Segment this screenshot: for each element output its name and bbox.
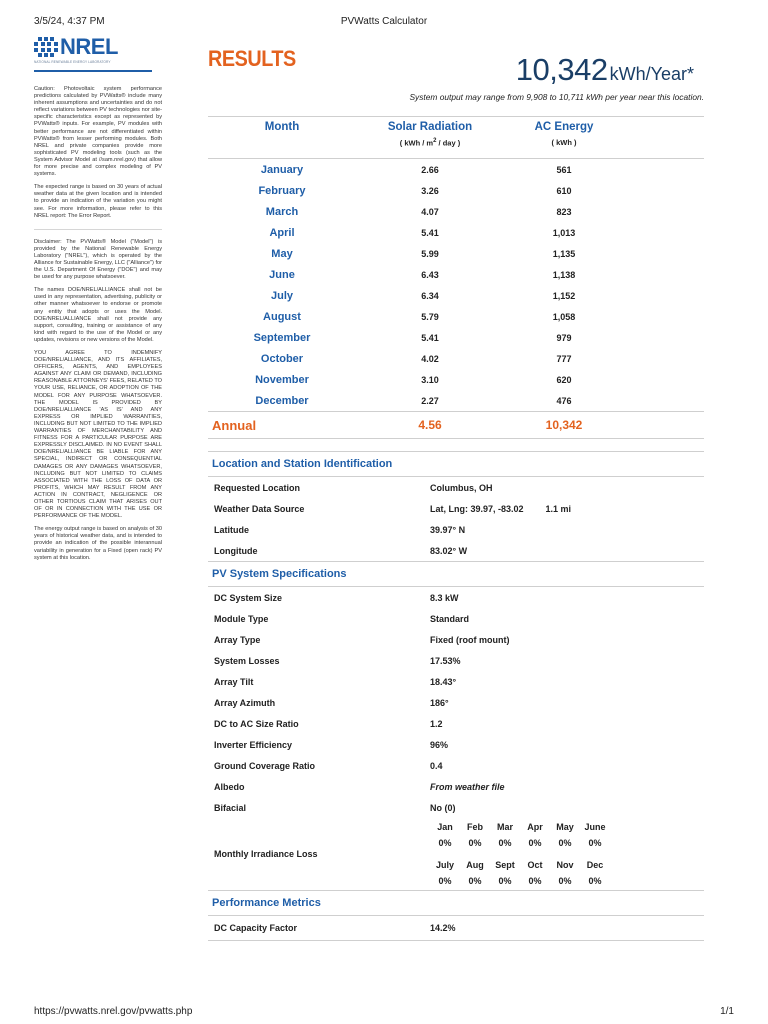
table-row: December 2.27 476 (255, 394, 572, 407)
table-row: November 3.10 620 (255, 373, 572, 386)
kv-row: Array Azimuth 186° (214, 697, 449, 708)
print-page-title: PVWatts Calculator (340, 16, 428, 27)
kv-row: Bifacial No (0) (214, 802, 456, 813)
col-month: Month (264, 121, 300, 133)
table-row: April 5.41 1,013 (269, 226, 576, 239)
table-row: March 4.07 823 (265, 205, 572, 218)
kv-row: DC System Size 8.3 kW (214, 592, 459, 603)
kv-row: Ground Coverage Ratio 0.4 (214, 760, 443, 771)
pv-system-section (208, 561, 704, 890)
col-solar-radiation: Solar Radiation (387, 121, 473, 133)
table-row: January 2.66 561 (260, 163, 572, 176)
table-row: February 3.26 610 (258, 184, 572, 197)
performance-section-title: Performance Metrics (208, 891, 704, 916)
annual-solar: 4.56 (418, 418, 442, 432)
energy-range-paragraph: The energy output range is based on analysis of 30 years of historical weather data, and is intended to provide an indication of the possible interannual variability in generation for a Fixed (open rack) PV system at this location. (34, 526, 162, 561)
kv-row: DC Capacity Factor 14.2% (208, 916, 704, 941)
results-title: RESULTS (208, 46, 296, 71)
col-solar-unit: ( kWh / $m^2$ / day ) (399, 138, 461, 148)
location-section-title: Location and Station Identification (208, 452, 704, 477)
table-row: August 5.79 1,058 (263, 310, 576, 323)
annual-output-value: 10,342 (515, 52, 608, 87)
irradiance-loss-grid: Jan Feb Mar Apr May June 0% 0% 0% 0% 0% 0% July Aug Sept Oct Nov Dec 0% 0% 0% 0% 0% 0% (435, 822, 606, 886)
table-row: June 6.43 1,138 (269, 268, 576, 281)
print-page-number: 1/1 (720, 1006, 734, 1017)
kv-row: Requested Location Columbus, OH (214, 482, 493, 493)
print-datetime: 3/5/24, 4:37 PM (34, 16, 105, 27)
logo-subtext: NATIONAL RENEWABLE ENERGY LABORATORY (34, 60, 111, 64)
sidebar (34, 36, 162, 568)
col-ac-unit: ( kWh ) (551, 138, 577, 147)
kv-row: Albedo From weather file (214, 781, 505, 792)
expected-range-paragraph: The expected range is based on 30 years of actual weather data at the given location and is intended to provide an indication of the variation you might see. For more information, please refer to this NREL report: The Error Report. (34, 184, 162, 219)
kv-row: Weather Data Source Lat, Lng: 39.97, -83.02 1.1 mi (214, 503, 572, 514)
annual-ac: 10,342 (545, 418, 583, 432)
print-url: https://pvwatts.nrel.gov/pvwatts.php (34, 1006, 193, 1017)
output-range-note: System output may range from 9,908 to 10,711 kWh per year near this location. (409, 92, 704, 102)
caution-paragraph: Caution: Photovoltaic system performance predictions calculated by PVWatts® include many inherent assumptions and uncertainties and do not reflect variations between PV technologies nor site-specific characteristics except as represented by PVWatts® inputs. For example, PV modules with better performance are not differentiated within PVWatts® from lesser performing modules. Both NREL and private companies provide more sophisticated PV modeling tools (such as the System Advisor Model at //sam.nrel.gov) that allow for more precise and complex modeling of PV systems. (34, 86, 162, 178)
distance-value: 1.1 mi (545, 503, 572, 514)
col-ac-energy: AC Energy (534, 121, 594, 133)
monthly-table (208, 116, 704, 941)
table-row: July 6.34 1,152 (270, 289, 576, 302)
annual-row (208, 411, 704, 439)
table-row: May 5.99 1,135 (271, 247, 576, 260)
monthly-rows (208, 159, 704, 411)
kv-row: System Losses 17.53% (214, 655, 461, 666)
kv-row: Inverter Efficiency 96% (214, 739, 449, 750)
kv-row: Module Type Standard (214, 613, 470, 624)
performance-section (208, 890, 704, 941)
kv-row: Latitude 39.97° N (214, 524, 466, 535)
table-row: September 5.41 979 (253, 331, 572, 344)
nrel-logo[interactable] (34, 36, 162, 58)
sidebar-divider (34, 229, 162, 230)
indemnify-paragraph: YOU AGREE TO INDEMNIFY DOE/NREL/ALLIANCE, AND ITS AFFILIATES, OFFICERS, AGENTS, AND EMPLOYEES AGAINST ANY CLAIM OR DEMAND, INCLUDING REASONABLE ATTORNEYS' FEES, RELATED TO YOUR USE, RELIANCE, OR ADOPTION OF THE MODEL FOR ANY PURPOSE WHATSOEVER. THE MODEL IS PROVIDED BY DOE/NREL/ALLIANCE 'AS IS' AND ANY EXPRESS OR IMPLIED WARRANTIES, INCLUDING BUT NOT LIMITED TO THE IMPLIED WARRANTIES OF MERCHANTABILITY AND FITNESS FOR A PARTICULAR PURPOSE ARE EXPRESSLY DISCLAIMED. IN NO EVENT SHALL DOE/NREL/ALLIANCE BE LIABLE FOR ANY SPECIAL, INDIRECT OR CONSEQUENTIAL DAMAGES OR ANY DAMAGES WHATSOEVER, INCLUDING BUT NOT LIMITED TO CLAIMS ASSOCIATED WITH THE LOSS OF DATA OR PROFITS, WHICH MAY RESULT FROM ANY ACTION IN CONTRACT, NEGLIGENCE OR OTHER TORTIOUS CLAIM THAT ARISES OUT OF OR IN CONNECTION WITH THE USE OR PERFORMANCE OF THE MODEL. (34, 350, 162, 520)
annual-label: Annual (212, 417, 257, 433)
kv-row: DC to AC Size Ratio 1.2 (214, 718, 443, 729)
location-section (208, 451, 704, 561)
table-row: October 4.02 777 (260, 352, 572, 365)
monthly-table-header (208, 117, 704, 159)
kv-row: Array Tilt 18.43° (214, 676, 457, 687)
annual-output-unit: kWh/Year (609, 64, 687, 84)
nrel-logo-icon (34, 37, 58, 57)
asterisk-mark: * (686, 64, 694, 84)
annual-output-headline (516, 52, 694, 88)
irradiance-loss-row (208, 818, 704, 890)
kv-row: Longitude 83.02° W (214, 545, 468, 556)
names-paragraph: The names DOE/NREL/ALLIANCE shall not be used in any representation, advertising, publicity or other manner whatsoever to endorse or promote any entity that adopts or uses the Model. DOE/NREL/ALLIANCE shall not provide any support, consulting, training or assistance of any kind with regard to the use of the Model or any updates, revisions or new versions of the Model. (34, 287, 162, 343)
irradiance-loss-label: Monthly Irradiance Loss (214, 849, 318, 859)
disclaimer-paragraph: Disclaimer: The PVWatts® Model ("Model") is provided by the National Renewable Energy Laboratory ("NREL"), which is operated by the Alliance for Sustainable Energy, LLC ("Alliance") for the U.S. Department Of Energy ("DOE") and may be used for any purpose whatsoever. (34, 238, 162, 281)
pv-system-section-title: PV System Specifications (208, 562, 704, 587)
logo-text: NREL (60, 34, 118, 59)
kv-row: Array Type Fixed (roof mount) (214, 634, 510, 645)
